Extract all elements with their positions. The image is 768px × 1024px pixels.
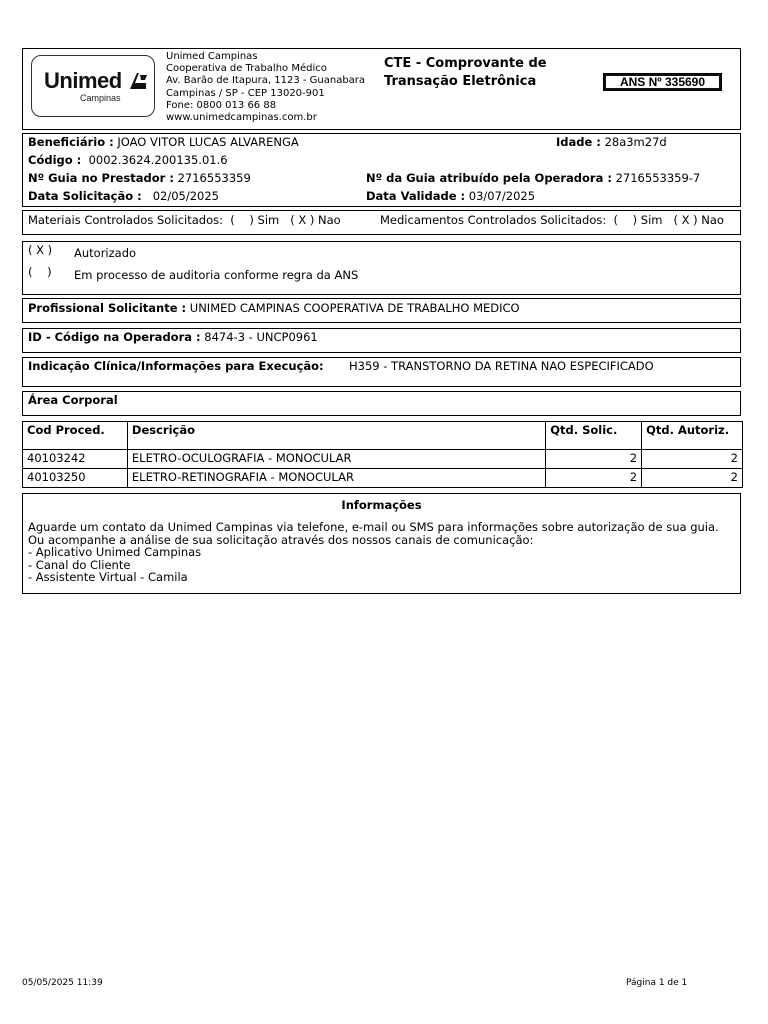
guia-operadora: Nº da Guia atribuído pela Operadora : 2716553359-7: [366, 171, 701, 185]
status-label-autorizado: Autorizado: [74, 246, 137, 260]
document-header: [22, 48, 741, 130]
information-title: Informações: [341, 498, 422, 512]
ans-badge: ANS Nº 335690: [603, 73, 722, 91]
document-title: CTE - Comprovante de Transação Eletrônica: [384, 56, 547, 89]
table-row: [23, 469, 743, 488]
body-area-section: [22, 391, 741, 416]
materiais-controlados: Materiais Controlados Solicitados: ( ) Sim ( X ) Nao: [28, 213, 341, 227]
column-header: Descrição: [127, 422, 545, 450]
proc-description: ELETRO-RETINOGRAFIA - MONOCULAR: [127, 469, 545, 488]
column-header: Qtd. Autoriz.: [642, 422, 743, 450]
beneficiary-name: Beneficiário : JOAO VITOR LUCAS ALVARENGA: [28, 135, 299, 149]
table-header-row: [23, 422, 743, 450]
beneficiary-code: Código : 0002.3624.200135.01.6: [28, 153, 228, 167]
information-section: [22, 493, 741, 594]
unimed-symbol-icon: [128, 71, 148, 91]
clinical-indication-section: [22, 357, 741, 387]
area-corporal-label: Área Corporal: [28, 393, 118, 407]
codigo-operadora: ID - Código na Operadora : 8474-3 - UNCP0961: [28, 330, 318, 344]
clinical-indication-value: H359 - TRANSTORNO DA RETINA NAO ESPECIFICADO: [349, 359, 654, 373]
status-label-auditoria: Em processo de auditoria conforme regra da ANS: [74, 268, 359, 282]
column-header: Cod Proced.: [23, 422, 128, 450]
column-header: Qtd. Solic.: [546, 422, 642, 450]
qty-requested: 2: [546, 469, 642, 488]
status-mark-auditoria: ( ): [28, 265, 52, 279]
medicamentos-controlados: Medicamentos Controlados Solicitados: ( ) Sim ( X ) Nao: [380, 213, 724, 227]
print-timestamp: 05/05/2025 11:39: [22, 978, 103, 988]
status-mark-autorizado: ( X ): [28, 243, 53, 257]
table-row: [23, 450, 743, 469]
information-body: Aguarde um contato da Unimed Campinas via telefone, e-mail ou SMS para informações sobre autorização de sua guia. Ou acompanhe a análise de sua solicitação através dos nossos canais de comunicação: - Aplicativo Unimed Campinas - Canal do Cliente - Assistente Virtual - Camila: [28, 520, 719, 585]
page-number: Página 1 de 1: [626, 978, 688, 988]
proc-description: ELETRO-OCULOGRAFIA - MONOCULAR: [127, 450, 545, 469]
unimed-logo: [31, 55, 155, 117]
proc-code: 40103242: [23, 450, 128, 469]
professional-section: [22, 298, 741, 323]
beneficiary-age: Idade : 28a3m27d: [556, 135, 667, 149]
logo-subtitle: Campinas: [80, 93, 121, 103]
authorization-status-section: [22, 241, 741, 295]
guia-prestador: Nº Guia no Prestador : 2716553359: [28, 171, 251, 185]
profissional-solicitante: Profissional Solicitante : UNIMED CAMPINAS COOPERATIVA DE TRABALHO MEDICO: [28, 301, 520, 315]
procedures-table: [22, 421, 743, 488]
qty-requested: 2: [546, 450, 642, 469]
logo-wordmark: Unimed: [44, 68, 122, 93]
operator-id-section: [22, 328, 741, 353]
clinical-indication-label: Indicação Clínica/Informações para Execução:: [28, 359, 324, 373]
company-address: Unimed Campinas Cooperativa de Trabalho Médico Av. Barão de Itapura, 1123 - Guanabara Campinas / SP - CEP 13020-901 Fone: 0800 013 66 88 www.unimedcampinas.com.br: [166, 51, 366, 124]
proc-code: 40103250: [23, 469, 128, 488]
qty-authorized: 2: [642, 450, 743, 469]
data-solicitacao: Data Solicitação : 02/05/2025: [28, 189, 219, 203]
data-validade: Data Validade : 03/07/2025: [366, 189, 536, 203]
qty-authorized: 2: [642, 469, 743, 488]
controlled-items-section: [22, 210, 741, 235]
beneficiary-section: [22, 133, 741, 207]
